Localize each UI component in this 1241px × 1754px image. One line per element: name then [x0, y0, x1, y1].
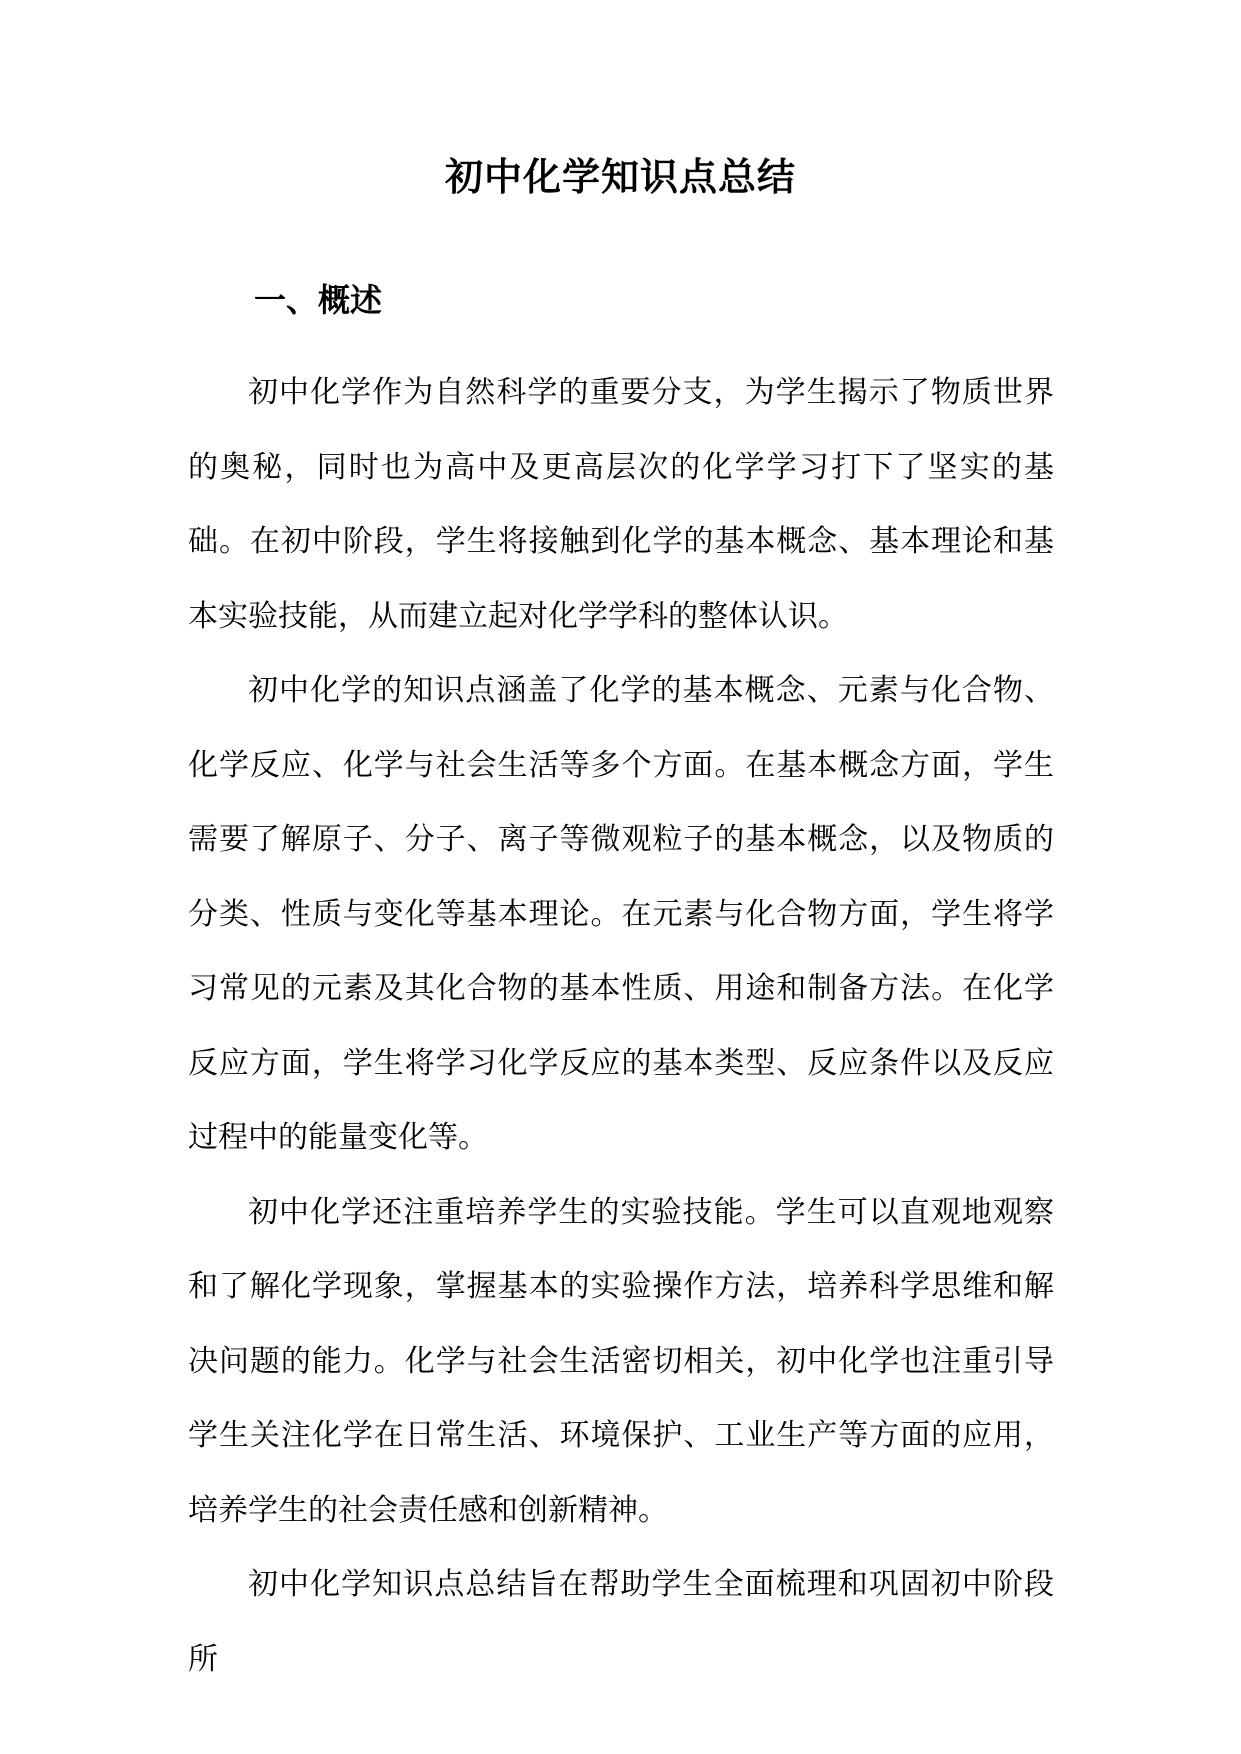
document-title: 初中化学知识点总结 — [444, 154, 796, 199]
paragraph: 初中化学的知识点涵盖了化学的基本概念、元素与化合物、化学反应、化学与社会生活等多个方面。在基本概念方面，学生需要了解原子、分子、离子等微观粒子的基本概念，以及物质的分类、性质与变化等基本理论。在元素与化合物方面，学生将学习常见的元素及其化合物的基本性质、用途和制备方法。在化学反应方面，学生将学习化学反应的基本类型、反应条件以及反应过程中的能量变化等。 — [188, 673, 1054, 1155]
paragraph: 初中化学知识点总结旨在帮助学生全面梳理和巩固初中阶段所 — [188, 1567, 1054, 1677]
paragraph: 初中化学作为自然科学的重要分支，为学生揭示了物质世界的奥秘，同时也为高中及更高层次的化学学习打下了坚实的基础。在初中阶段，学生将接触到化学的基本概念、基本理论和基本实验技能，从而建立起对化学学科的整体认识。 — [188, 375, 1054, 634]
paragraph: 初中化学还注重培养学生的实验技能。学生可以直观地观察和了解化学现象，掌握基本的实验操作方法，培养科学思维和解决问题的能力。化学与社会生活密切相关，初中化学也注重引导学生关注化学在日常生活、环境保护、工业生产等方面的应用，培养学生的社会责任感和创新精神。 — [188, 1194, 1054, 1528]
section-heading: 一、概述 — [254, 281, 383, 319]
document-body — [188, 356, 1054, 1697]
